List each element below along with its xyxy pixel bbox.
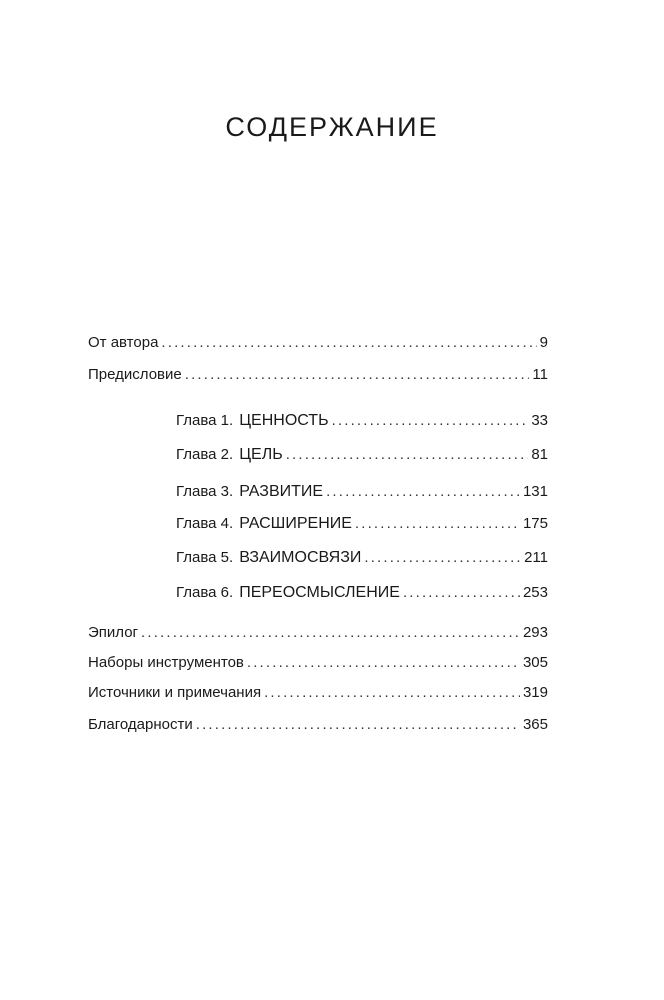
toc-entry-page: 33 [531,412,548,429]
dot-leader [355,514,520,534]
chapter-title: РАЗВИТИЕ [239,483,324,500]
toc-entry-label: Источники и примечания [88,684,262,701]
dot-leader [161,333,536,353]
toc-entry-acknowledgements[interactable] [88,715,548,735]
dot-leader [286,445,529,465]
toc-entry-author-note[interactable] [88,333,548,353]
toc-entry-label: Эпилог [88,624,139,641]
dot-leader [141,623,520,643]
chapter-number: Глава 6. [176,584,234,601]
chapter-title: ЦЕЛЬ [239,446,283,463]
dot-leader [185,365,530,385]
toc-entry-page: 81 [531,446,548,463]
toc-entry-chapter-3[interactable] [176,482,548,502]
dot-leader [247,653,520,673]
toc-entry-page: 305 [522,654,548,671]
dot-leader [332,411,529,431]
toc-entry-page: 253 [522,584,548,601]
toc-entry-page: 319 [522,684,548,701]
chapter-title: ВЗАИМОСВЯЗИ [239,549,362,566]
toc-entry-preface[interactable] [88,365,548,385]
toc-entry-chapter-2[interactable] [176,445,548,465]
chapter-number: Глава 1. [176,412,234,429]
dot-leader [364,548,521,568]
dot-leader [264,683,520,703]
chapter-title: ПЕРЕОСМЫСЛЕНИЕ [239,584,400,601]
toc-entry-label: От автора [88,334,159,351]
toc-entry-chapter-4[interactable] [176,514,548,534]
toc-entry-page: 211 [524,549,548,566]
toc-entry-page: 365 [522,716,548,733]
toc-entry-page: 131 [522,483,548,500]
toc-entry-label: Наборы инструментов [88,654,244,671]
dot-leader [196,715,520,735]
chapter-number: Глава 4. [176,515,234,532]
toc-entry-chapter-5[interactable] [176,548,548,568]
chapter-title: РАСШИРЕНИЕ [239,515,352,532]
dot-leader [403,583,520,603]
toc-entry-label: Благодарности [88,716,193,733]
chapter-number: Глава 5. [176,549,234,566]
toc-entry-sources[interactable] [88,683,548,703]
page-title: СОДЕРЖАНИЕ [225,112,439,142]
toc-entry-chapter-1[interactable] [176,411,548,431]
toc-entry-page: 9 [539,334,548,351]
toc-entry-label: Предисловие [88,366,182,383]
toc-entry-page: 175 [522,515,548,532]
toc-entry-toolkits[interactable] [88,653,548,673]
toc-entry-chapter-6[interactable] [176,583,548,603]
toc-entry-page: 11 [532,366,548,383]
toc-entry-epilogue[interactable] [88,623,548,643]
chapter-number: Глава 2. [176,446,234,463]
dot-leader [326,482,520,502]
toc-entry-page: 293 [522,624,548,641]
chapter-title: ЦЕННОСТЬ [239,412,329,429]
chapter-number: Глава 3. [176,483,234,500]
